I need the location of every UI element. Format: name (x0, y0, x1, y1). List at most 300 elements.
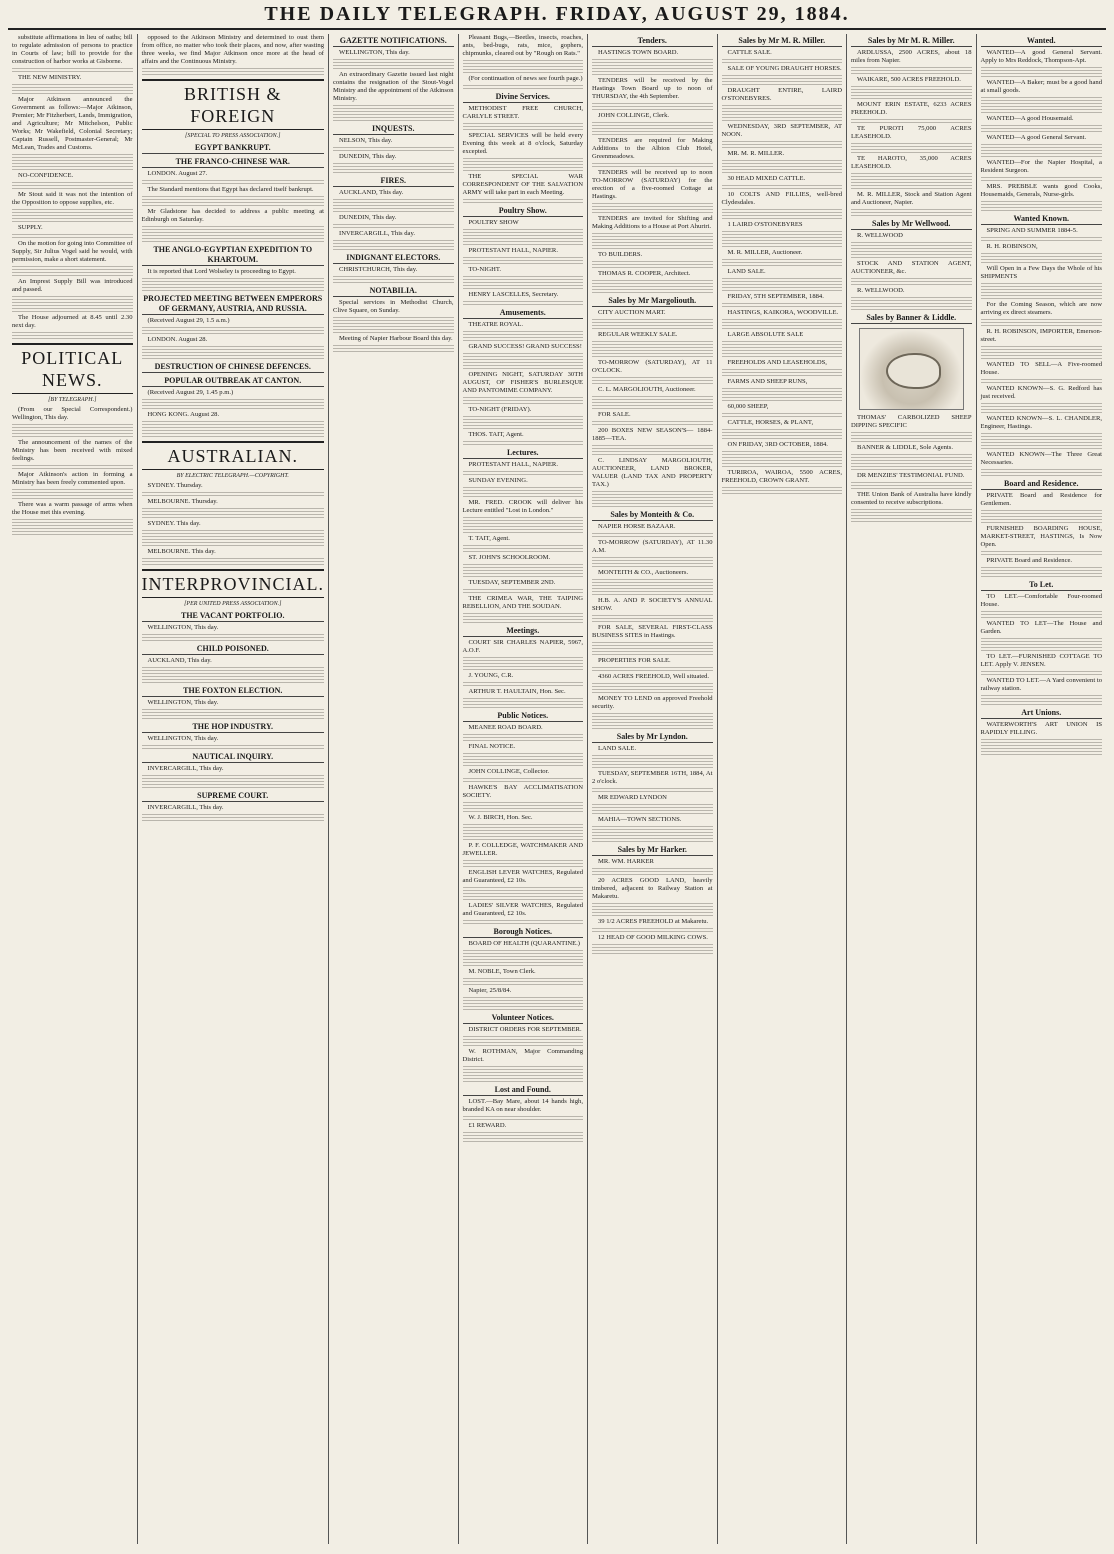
article-paragraph: ENGLISH LEVER WATCHES, Regulated and Guaranteed, £2 10s. (462, 869, 583, 884)
article-paragraph: Mr Gladstone has decided to address a public meeting at Edinburgh on Saturday. (141, 208, 324, 223)
article-paragraph: WANTED—For the Napier Hospital, a Resident Surgeon. (980, 159, 1102, 174)
text-lines-filler (333, 59, 454, 69)
section-banner-heading: BRITISH & FOREIGN (142, 79, 325, 130)
text-lines-filler (592, 319, 713, 329)
article-paragraph: Major Atkinson announced the Government as follows:—Major Atkinson, Premier; Mr Fitzherbert, Lands, Immigration, and Agriculture; Mr Mitchelson, Public Works; Mr Wakefield, Colonial Secretary; Captain Russell, Postmaster-General; Mr McLean, Trades and Customs. (12, 96, 133, 151)
text-lines-filler (463, 158, 584, 171)
section-heading: Wanted Known. (981, 214, 1103, 225)
text-lines-filler (463, 1066, 584, 1082)
article-paragraph: TENDERS will be received by the Hastings Town Board up to noon of THURSDAY, the 4th September. (592, 77, 713, 100)
text-lines-filler (981, 346, 1103, 359)
section-heading: Sales by Mr M. R. Miller. (851, 36, 972, 47)
text-lines-filler (851, 119, 972, 123)
text-lines-filler (981, 319, 1103, 326)
article-paragraph: SALE OF YOUNG DRAUGHT HORSES. (727, 65, 842, 72)
text-lines-filler (463, 887, 584, 900)
section-heading: Poultry Show. (463, 206, 584, 217)
text-lines-filler (463, 471, 584, 475)
text-lines-filler (333, 345, 454, 352)
text-lines-filler (463, 85, 584, 89)
text-lines-filler (142, 709, 325, 719)
text-lines-filler (463, 997, 584, 1010)
column-6 (718, 34, 848, 1544)
section-heading: SUPREME COURT. (142, 791, 325, 802)
article-paragraph: MR. WM. HARKER (598, 858, 654, 865)
text-lines-filler (592, 683, 713, 693)
text-lines-filler (463, 353, 584, 369)
article-paragraph: Major Atkinson's action in forming a Ministry has been freely commented upon. (12, 471, 133, 486)
article-paragraph: On the motion for going into Committee of Supply, Sir Julius Vogel said he would, with permission, make a short statement. (12, 240, 133, 263)
text-lines-filler (592, 788, 713, 792)
article-paragraph: LAND SALE. (598, 745, 637, 752)
article-paragraph: 39 1/2 ACRES FREEHOLD at Makaretu. (598, 918, 709, 925)
text-lines-filler (592, 615, 713, 622)
article-paragraph: SPECIAL SERVICES will be held every Evening this week at 8 o'clock, Saturday excepted. (462, 132, 583, 155)
article-paragraph: NO-CONFIDENCE. (18, 172, 74, 179)
section-heading: THE VACANT PORTFOLIO. (142, 611, 325, 622)
text-lines-filler (592, 445, 713, 455)
article-section (592, 296, 713, 507)
text-lines-filler (463, 123, 584, 130)
article-section (981, 708, 1103, 755)
text-lines-filler (463, 978, 584, 985)
article-paragraph: SYDNEY. Thursday. (147, 482, 203, 489)
article-paragraph: An extraordinary Gazette issued last night contains the resignation of the Stout-Vogel Ministry and the appointment of the Atkinson Ministry. (333, 71, 454, 102)
article-paragraph: FREEHOLDS AND LEASEHOLDS, (727, 359, 827, 366)
article-section (981, 36, 1103, 211)
text-lines-filler (12, 154, 133, 170)
article-paragraph: LARGE ABSOLUTE SALE (727, 331, 804, 338)
article-paragraph: HONG KONG. August 28. (147, 411, 220, 418)
section-subheading: BY ELECTRIC TELEGRAPH.—COPYRIGHT. (176, 473, 289, 479)
article-paragraph: An Imprest Supply Bill was introduced and passed. (12, 278, 133, 293)
article-paragraph: PROTESTANT HALL, NAPIER. (468, 461, 558, 468)
article-paragraph: TO-MORROW (SATURDAY), AT 11 O'CLOCK. (592, 359, 713, 374)
article-paragraph: MELBOURNE. Thursday. (147, 498, 218, 505)
text-lines-filler (463, 802, 584, 812)
text-lines-filler (463, 199, 584, 203)
article-paragraph: SYDNEY. This day. (147, 520, 201, 527)
text-lines-filler (851, 278, 972, 285)
section-heading: GAZETTE NOTIFICATIONS. (333, 36, 454, 47)
article-paragraph: ARTHUR T. HAULTAIN, Hon. Sec. (468, 688, 566, 695)
article-paragraph: substitute affirmations in lieu of oaths; bill to regulate admission of persons to practice in Courts of law; bill to provide for the construction of harbor works at Gisborne. (12, 34, 133, 65)
article-paragraph: 20 ACRES GOOD LAND, heavily timbered, adjacent to Railway Station at Makaretu. (592, 877, 713, 900)
text-lines-filler (12, 489, 133, 499)
article-section (142, 791, 325, 821)
text-lines-filler (463, 698, 584, 708)
text-lines-filler (463, 734, 584, 741)
text-lines-filler (142, 530, 325, 546)
column-4 (459, 34, 589, 1544)
text-lines-filler (592, 533, 713, 537)
text-lines-filler (851, 67, 972, 74)
article-paragraph: NELSON, This day. (339, 137, 393, 144)
text-lines-filler (12, 234, 133, 238)
article-section (333, 124, 454, 173)
article-paragraph: WELLINGTON, This day. (147, 699, 219, 706)
text-lines-filler (722, 75, 843, 85)
text-lines-filler (463, 682, 584, 686)
text-lines-filler (333, 163, 454, 173)
text-lines-filler (981, 469, 1103, 476)
article-paragraph: PRIVATE Board and Residence. (986, 557, 1073, 564)
article-section (851, 313, 972, 522)
section-heading: Divine Services. (463, 92, 584, 103)
article-paragraph: 30 HEAD MIXED CATTLE. (727, 175, 806, 182)
article-paragraph: LOST.—Bay Mare, about 14 hands high, branded KA on near shoulder. (462, 1098, 583, 1113)
article-paragraph: COURT SIR CHARLES NAPIER, 5967, A.O.F. (462, 639, 583, 654)
article-paragraph: WANTED KNOWN—The Three Great Necessaries. (980, 451, 1102, 466)
article-paragraph: MOUNT ERIN ESTATE, 6233 ACRES FREEHOLD. (851, 101, 972, 116)
article-paragraph: REGULAR WEEKLY SALE. (598, 331, 678, 338)
article-paragraph: THOMAS R. COOPER, Architect. (598, 270, 691, 277)
text-lines-filler (142, 226, 325, 242)
article-paragraph: INVERCARGILL, This day. (147, 804, 224, 811)
article-paragraph: THE Union Bank of Australia have kindly consented to receive subscriptions. (851, 491, 972, 506)
text-lines-filler (463, 950, 584, 966)
section-heading: Sales by Mr Wellwood. (851, 219, 972, 230)
article-paragraph: M. R. MILLER, Stock and Station Agent and Auctioneer, Napier. (851, 191, 972, 206)
article-section (463, 927, 584, 1010)
text-lines-filler (12, 519, 133, 535)
text-lines-filler (592, 944, 713, 954)
article-paragraph: MELBOURNE. This day. (147, 548, 216, 555)
text-lines-filler (12, 84, 133, 94)
article-paragraph: FARMS AND SHEEP RUNS, (727, 378, 808, 385)
article-section (463, 206, 584, 305)
article-section (592, 845, 713, 954)
text-lines-filler (981, 510, 1103, 523)
article-paragraph: INVERCARGILL, This day. (339, 230, 416, 237)
section-heading: Sales by Mr Lyndon. (592, 732, 713, 743)
article-paragraph: The announcement of the names of the Ministry has been received with mixed feelings. (12, 439, 133, 462)
article-paragraph: JOHN COLLINGE, Clerk. (598, 112, 670, 119)
article-paragraph: HENRY LASCELLES, Secretary. (468, 291, 559, 298)
article-paragraph: MR. M. R. MILLER. (727, 150, 785, 157)
text-lines-filler (463, 60, 584, 73)
article-paragraph: £1 REWARD. (468, 1122, 507, 1129)
section-heading: PROJECTED MEETING BETWEEN EMPERORS OF GERMANY, AUSTRIA, AND RUSSIA. (143, 294, 323, 313)
text-lines-filler (333, 147, 454, 151)
text-lines-filler (463, 657, 584, 670)
text-lines-filler (463, 778, 584, 782)
article-paragraph: (Received August 29, 1.45 p.m.) (147, 389, 234, 396)
text-lines-filler (722, 160, 843, 173)
text-lines-filler (981, 567, 1103, 577)
article-section (142, 644, 325, 683)
section-heading: Meetings. (463, 626, 584, 637)
section-heading: Board and Residence. (981, 479, 1103, 490)
article-paragraph: LONDON. August 27. (147, 170, 208, 177)
text-lines-filler (12, 209, 133, 222)
section-heading: To Let. (981, 580, 1103, 591)
text-lines-filler (981, 253, 1103, 263)
article-paragraph: POULTRY SHOW (468, 219, 519, 226)
article-paragraph: FOR SALE, SEVERAL FIRST-CLASS BUSINESS SITES in Hastings. (592, 624, 713, 639)
article-paragraph: MRS. PREBBLE wants good Cooks, Housemaids, Generals, Nurse-girls. (980, 183, 1102, 198)
article-section (981, 580, 1103, 705)
article-paragraph: STOCK AND STATION AGENT, AUCTIONEER, &c. (851, 260, 972, 275)
article-section (142, 441, 325, 565)
article-paragraph: FINAL NOTICE. (468, 743, 516, 750)
article-section (142, 686, 325, 719)
text-lines-filler (592, 491, 713, 507)
article-paragraph: For the Coming Season, which are now arriving ex direct steamers. (980, 301, 1102, 316)
article-paragraph: W. ROTHMAN, Major Commanding District. (462, 1048, 583, 1063)
article-paragraph: Special services in Methodist Church, Clive Square, on Sunday. (333, 299, 454, 314)
article-paragraph: TO LET.—Comfortable Four-roomed House. (980, 593, 1102, 608)
text-lines-filler (981, 695, 1103, 705)
article-paragraph: SUPPLY. (18, 224, 43, 231)
article-section (142, 294, 325, 359)
text-lines-filler (722, 303, 843, 307)
text-lines-filler (142, 327, 325, 334)
newspaper-page (8, 34, 1106, 1544)
article-paragraph: PROPERTIES FOR SALE. (598, 657, 671, 664)
text-lines-filler (333, 276, 454, 283)
article-paragraph: PRIVATE Board and Residence for Gentlemen. (980, 492, 1102, 507)
text-lines-filler (592, 163, 713, 167)
text-lines-filler (12, 424, 133, 437)
text-lines-filler (981, 551, 1103, 555)
article-paragraph: CHRISTCHURCH, This day. (339, 266, 418, 273)
column-3 (329, 34, 459, 1544)
text-lines-filler (333, 199, 454, 212)
text-lines-filler (142, 180, 325, 184)
section-heading: Art Unions. (981, 708, 1103, 719)
article-paragraph: TO LET.—FURNISHED COTTAGE TO LET. Apply V. JENSEN. (980, 653, 1102, 668)
article-paragraph: R. H. ROBINSON, (986, 243, 1038, 250)
text-lines-filler (463, 753, 584, 766)
article-paragraph: R. H. ROBINSON, IMPORTER, Emerson-street. (980, 328, 1102, 343)
text-lines-filler (981, 125, 1103, 132)
text-lines-filler (463, 416, 584, 429)
text-lines-filler (463, 920, 584, 924)
article-section (142, 79, 325, 140)
text-lines-filler (333, 240, 454, 250)
article-paragraph: TE HAROTO, 35,000 ACRES LEASEHOLD. (851, 155, 972, 170)
text-lines-filler (981, 237, 1103, 241)
text-lines-filler (463, 1116, 584, 1120)
section-subheading: [SPECIAL TO PRESS ASSOCIATION.] (185, 133, 281, 139)
article-paragraph: H.B. A. AND P. SOCIETY'S ANNUAL SHOW. (592, 597, 713, 612)
text-lines-filler (722, 429, 843, 439)
article-paragraph: THE NEW MINISTRY. (18, 74, 82, 81)
article-paragraph: There was a warm passage of arms when the House met this evening. (12, 501, 133, 516)
article-section (142, 143, 325, 154)
text-lines-filler (851, 509, 972, 522)
article-paragraph: WANTED—A good General Servant. Apply to Mrs Reddock, Thompson-Apt. (980, 49, 1102, 64)
text-lines-filler (463, 613, 584, 623)
article-paragraph: 10 COLTS AND FILLIES, well-bred Clydesdales. (721, 191, 842, 206)
article-section (463, 711, 584, 924)
text-lines-filler (722, 451, 843, 467)
text-lines-filler (463, 860, 584, 867)
article-paragraph: NAPIER HORSE BAZAAR. (598, 523, 676, 530)
text-lines-filler (463, 1132, 584, 1142)
section-heading: Volunteer Notices. (463, 1013, 584, 1024)
article-paragraph: JOHN COLLINGE, Collector. (468, 768, 550, 775)
text-lines-filler (12, 182, 133, 189)
article-paragraph: R. WELLWOOD. (857, 287, 905, 294)
text-lines-filler (463, 517, 584, 533)
text-lines-filler (592, 280, 713, 293)
text-lines-filler (592, 579, 713, 595)
article-paragraph: WANTED KNOWN—S. L. CHANDLER, Engineer, Hastings. (980, 415, 1102, 430)
article-section (981, 479, 1103, 577)
article-paragraph: (From our Special Correspondent.) Wellington, This day. (12, 406, 133, 421)
text-lines-filler (463, 564, 584, 577)
section-heading: Lectures. (463, 448, 584, 459)
article-paragraph: OPENING NIGHT, SATURDAY 30TH AUGUST, OF FISHER'S BURLESQUE AND PANTOMIME COMPANY. (462, 371, 583, 394)
text-lines-filler (142, 399, 325, 409)
article-section (333, 176, 454, 250)
text-lines-filler (722, 388, 843, 401)
text-lines-filler (12, 465, 133, 469)
text-lines-filler (592, 377, 713, 384)
article-paragraph: BOARD OF HEALTH (QUARANTINE.) (468, 940, 580, 947)
text-lines-filler (981, 379, 1103, 383)
article-paragraph: Will Open in a Few Days the Whole of his SHIPMENTS (980, 265, 1102, 280)
text-lines-filler (851, 482, 972, 489)
article-paragraph: AUCKLAND, This day. (147, 657, 212, 664)
text-lines-filler (592, 868, 713, 875)
article-paragraph: ON FRIDAY, 3RD OCTOBER, 1884. (727, 441, 828, 448)
text-lines-filler (463, 276, 584, 289)
section-heading: EGYPT BANKRUPT. (142, 143, 325, 154)
section-heading: Sales by Mr M. R. Miller. (722, 36, 843, 47)
article-paragraph: 1 LAIRD O'STONEBYRES (727, 221, 803, 228)
text-lines-filler (463, 229, 584, 245)
article-paragraph: MAHIA—TOWN SECTIONS. (598, 816, 682, 823)
article-paragraph: LONDON. August 28. (147, 336, 208, 343)
article-paragraph: INVERCARGILL, This day. (147, 765, 224, 772)
article-paragraph: TURIROA, WAIROA, 5500 ACRES, FREEHOLD, CROWN GRANT. (721, 469, 842, 484)
text-lines-filler (592, 713, 713, 729)
article-paragraph: WANTED—A good Housemaid. (986, 115, 1074, 122)
text-lines-filler (981, 671, 1103, 675)
article-paragraph: DISTRICT ORDERS FOR SEPTEMBER. (468, 1026, 582, 1033)
section-heading: THE HOP INDUSTRY. (142, 722, 325, 733)
article-paragraph: MR. FRED. CROOK will deliver his Lecture entitled "Lost in London." (462, 499, 583, 514)
text-lines-filler (722, 231, 843, 247)
text-lines-filler (463, 301, 584, 305)
section-heading: NAUTICAL INQUIRY. (142, 752, 325, 763)
text-lines-filler (12, 266, 133, 276)
text-lines-filler (592, 261, 713, 268)
article-section (463, 626, 584, 708)
article-paragraph: TENDERS are required for Making Additions to the Albion Club Hotel, Greenmeadows. (592, 137, 713, 160)
text-lines-filler (333, 317, 454, 333)
article-paragraph: PROTESTANT HALL, NAPIER. (468, 247, 558, 254)
article-paragraph: CITY AUCTION MART. (598, 309, 666, 316)
text-lines-filler (142, 745, 325, 749)
article-paragraph: Napier, 25/8/84. (468, 987, 512, 994)
text-lines-filler (722, 369, 843, 376)
text-lines-filler (592, 755, 713, 768)
article-paragraph: WANTED TO LET.—A Yard convenient to railway station. (980, 677, 1102, 692)
text-lines-filler (142, 667, 325, 683)
text-lines-filler (12, 296, 133, 312)
text-lines-filler (722, 487, 843, 494)
article-paragraph: CATTLE SALE. (727, 49, 772, 56)
text-lines-filler (333, 105, 454, 121)
text-lines-filler (592, 233, 713, 249)
text-lines-filler (463, 487, 584, 497)
article-section (142, 376, 325, 437)
text-lines-filler (142, 814, 325, 821)
article-section (592, 732, 713, 842)
article-paragraph: P. F. COLLEDGE, WATCHMAKER AND JEWELLER. (462, 842, 583, 857)
article-paragraph: HAWKE'S BAY ACCLIMATISATION SOCIETY. (462, 784, 583, 799)
article-section (981, 214, 1103, 476)
section-heading: Sales by Monteith & Co. (592, 510, 713, 521)
article-section (592, 36, 713, 293)
text-lines-filler (463, 441, 584, 445)
text-lines-filler (592, 103, 713, 110)
article-paragraph: W. J. BIRCH, Hon. Sec. (468, 814, 533, 821)
article-section (142, 722, 325, 749)
article-paragraph: TENDERS are invited for Shifting and Making Additions to a House at Port Ahuriri. (592, 215, 713, 230)
article-paragraph: 12 HEAD OF GOOD MILKING COWS. (598, 934, 708, 941)
article-paragraph: HASTINGS TOWN BOARD. (598, 49, 679, 56)
article-paragraph: WEDNESDAY, 3RD SEPTEMBER, AT NOON. (721, 123, 842, 138)
text-lines-filler (592, 667, 713, 671)
article-paragraph: 60,000 SHEEP, (727, 403, 769, 410)
text-lines-filler (592, 341, 713, 357)
article-section (333, 36, 454, 121)
article-section (851, 219, 972, 310)
newspaper-masthead (8, 0, 1106, 30)
article-paragraph: MEANEE ROAD BOARD. (468, 724, 543, 731)
text-lines-filler (851, 209, 972, 216)
text-lines-filler (142, 68, 325, 75)
article-section (142, 752, 325, 788)
text-lines-filler (592, 642, 713, 655)
article-paragraph: DRAUGHT ENTIRE, LAIRD O'STONEBYRES. (721, 87, 842, 102)
article-paragraph: AUCKLAND, This day. (339, 189, 404, 196)
text-lines-filler (981, 67, 1103, 77)
text-lines-filler (981, 433, 1103, 449)
column-5 (588, 34, 718, 1544)
article-paragraph: FURNISHED BOARDING HOUSE, MARKET-STREET, HASTINGS, Is Now Open. (980, 525, 1102, 548)
text-lines-filler (592, 59, 713, 75)
column-1 (8, 34, 138, 1544)
text-lines-filler (592, 203, 713, 213)
article-section (12, 343, 133, 535)
section-heading: Wanted. (981, 36, 1103, 47)
text-lines-filler (12, 332, 133, 339)
section-subheading: [BY TELEGRAPH.] (48, 397, 97, 403)
article-paragraph: It is reported that Lord Wolseley is proceeding to Egypt. (147, 268, 296, 275)
article-paragraph: LADIES' SILVER WATCHES, Regulated and Guaranteed, £2 10s. (462, 902, 583, 917)
section-heading: FIRES. (333, 176, 454, 187)
text-lines-filler (142, 508, 325, 518)
text-lines-filler (722, 141, 843, 148)
section-heading: CHILD POISONED. (142, 644, 325, 655)
article-paragraph: WELLINGTON, This day. (147, 735, 219, 742)
article-section (333, 286, 454, 352)
article-section (722, 36, 843, 494)
text-lines-filler (142, 634, 325, 641)
article-section (463, 308, 584, 445)
text-lines-filler (592, 122, 713, 135)
article-paragraph: DUNEDIN, This day. (339, 214, 397, 221)
text-lines-filler (722, 341, 843, 357)
article-paragraph: THE CRIMEA WAR, THE TAIPING REBELLION, AND THE SOUDAN. (462, 595, 583, 610)
article-section (463, 448, 584, 623)
